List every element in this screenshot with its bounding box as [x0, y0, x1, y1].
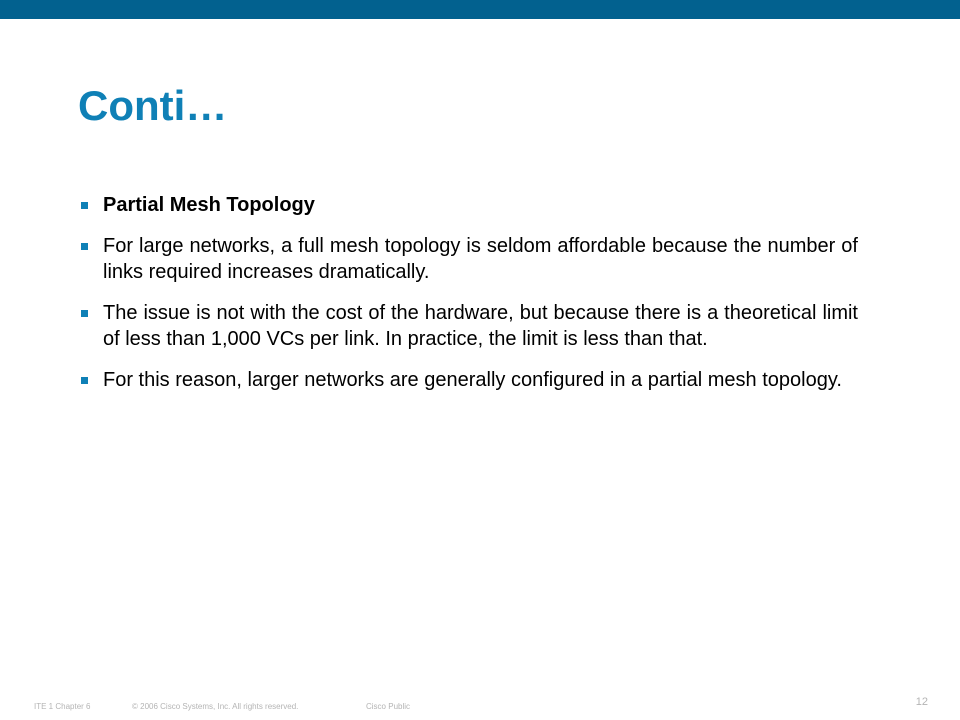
bullet-text: The issue is not with the cost of the hardware, but because there is a theoretical limit of less than 1,000 VCs per link. In practice, the limit is less than that.	[103, 302, 858, 350]
bullet-text: For large networks, a full mesh topology is seldom affordable because the number of links required increases dramatically.	[103, 235, 858, 283]
top-banner-bar	[0, 0, 960, 19]
bullet-item	[78, 192, 858, 218]
page-number: 12	[915, 696, 928, 708]
bullet-list	[78, 192, 858, 408]
footer-copyright: © 2006 Cisco Systems, Inc. All rights reserved.	[132, 702, 299, 711]
footer-classification: Cisco Public	[366, 702, 411, 711]
bullet-item	[78, 300, 858, 352]
square-bullet-icon	[81, 377, 88, 384]
bullet-item	[78, 367, 858, 393]
bullet-item	[78, 233, 858, 285]
bullet-text: Partial Mesh Topology	[103, 194, 315, 216]
square-bullet-icon	[81, 310, 88, 317]
slide-footer	[0, 696, 960, 716]
slide-title: Conti…	[78, 82, 228, 129]
bullet-text: For this reason, larger networks are generally configured in a partial mesh topology.	[103, 369, 842, 391]
square-bullet-icon	[81, 202, 88, 209]
footer-chapter: ITE 1 Chapter 6	[34, 702, 91, 711]
square-bullet-icon	[81, 243, 88, 250]
